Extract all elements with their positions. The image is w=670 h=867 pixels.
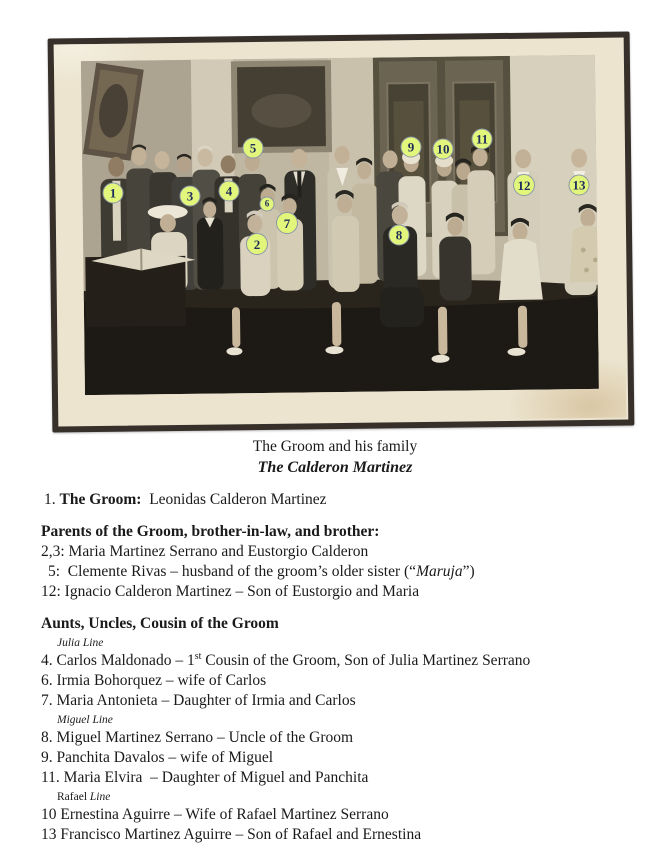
- legend-lines: [41, 490, 662, 845]
- photo-scene-graphic: [81, 55, 599, 395]
- family-photo: [48, 31, 635, 432]
- legend-entry-12: 12: Ignacio Calderon Martinez – Son of Eustorgio and Maria: [41, 583, 420, 600]
- photo-marker-7: 7: [276, 212, 298, 234]
- caption-line-1: The Groom and his family: [252, 438, 418, 455]
- legend-entry-10: 10 Ernestina Aguirre – Wife of Rafael Martinez Serrano: [41, 806, 389, 823]
- legend-entry-13: 13 Francisco Martinez Aguirre – Son of Rafael and Ernestina: [41, 826, 422, 843]
- legend-entry-11: 11. Maria Elvira – Daughter of Miguel and Panchita: [41, 769, 369, 786]
- legend-entry-8: 8. Miguel Martinez Serrano – Uncle of the Groom: [41, 729, 354, 746]
- photo-marker-13: 13: [569, 175, 590, 196]
- legend-header-aunts: Aunts, Uncles, Cousin of the Groom: [41, 615, 279, 632]
- photo-marker-2: 2: [246, 233, 268, 255]
- photo-marker-4: 4: [219, 181, 240, 202]
- caption-line-2: The Calderon Martinez: [257, 459, 413, 476]
- legend-entry-2-3: 2,3: Maria Martinez Serrano and Eustorgio Calderon: [41, 543, 369, 560]
- legend-sublabel-miguel: Miguel Line: [57, 714, 113, 726]
- legend-sublabel-rafael: Rafael Line: [57, 791, 111, 803]
- photo-marker-8: 8: [389, 225, 410, 246]
- photo-image: [81, 55, 599, 395]
- photo-marker-5: 5: [243, 138, 264, 159]
- photo-marker-10: 10: [433, 139, 454, 160]
- photo-marker-9: 9: [401, 137, 422, 158]
- legend-entry-7: 7. Maria Antonieta – Daughter of Irmia and Carlos: [41, 692, 356, 709]
- legend-header-parents: Parents of the Groom, brother-in-law, and brother:: [41, 523, 380, 540]
- photo-marker-3: 3: [180, 186, 201, 207]
- photo-marker-6: 6: [260, 197, 275, 212]
- legend-groom: 1. The Groom: Leonidas Calderon Martinez: [44, 491, 327, 508]
- photo-marker-1: 1: [103, 183, 124, 204]
- legend-entry-9: 9. Panchita Davalos – wife of Miguel: [41, 749, 274, 766]
- photo-marker-11: 11: [472, 129, 493, 150]
- legend-entry-4: 4. Carlos Maldonado – 1st Cousin of the Groom, Son of Julia Martinez Serrano: [41, 650, 531, 669]
- photo-marker-12: 12: [513, 174, 535, 196]
- legend-entry-6: 6. Irmia Bohorquez – wife of Carlos: [41, 672, 267, 689]
- legend-entry-5: 5: Clemente Rivas – husband of the groom’s older sister (“Maruja”): [48, 563, 475, 580]
- photo-caption: [0, 437, 670, 478]
- legend-sublabel-julia: Julia Line: [57, 637, 104, 649]
